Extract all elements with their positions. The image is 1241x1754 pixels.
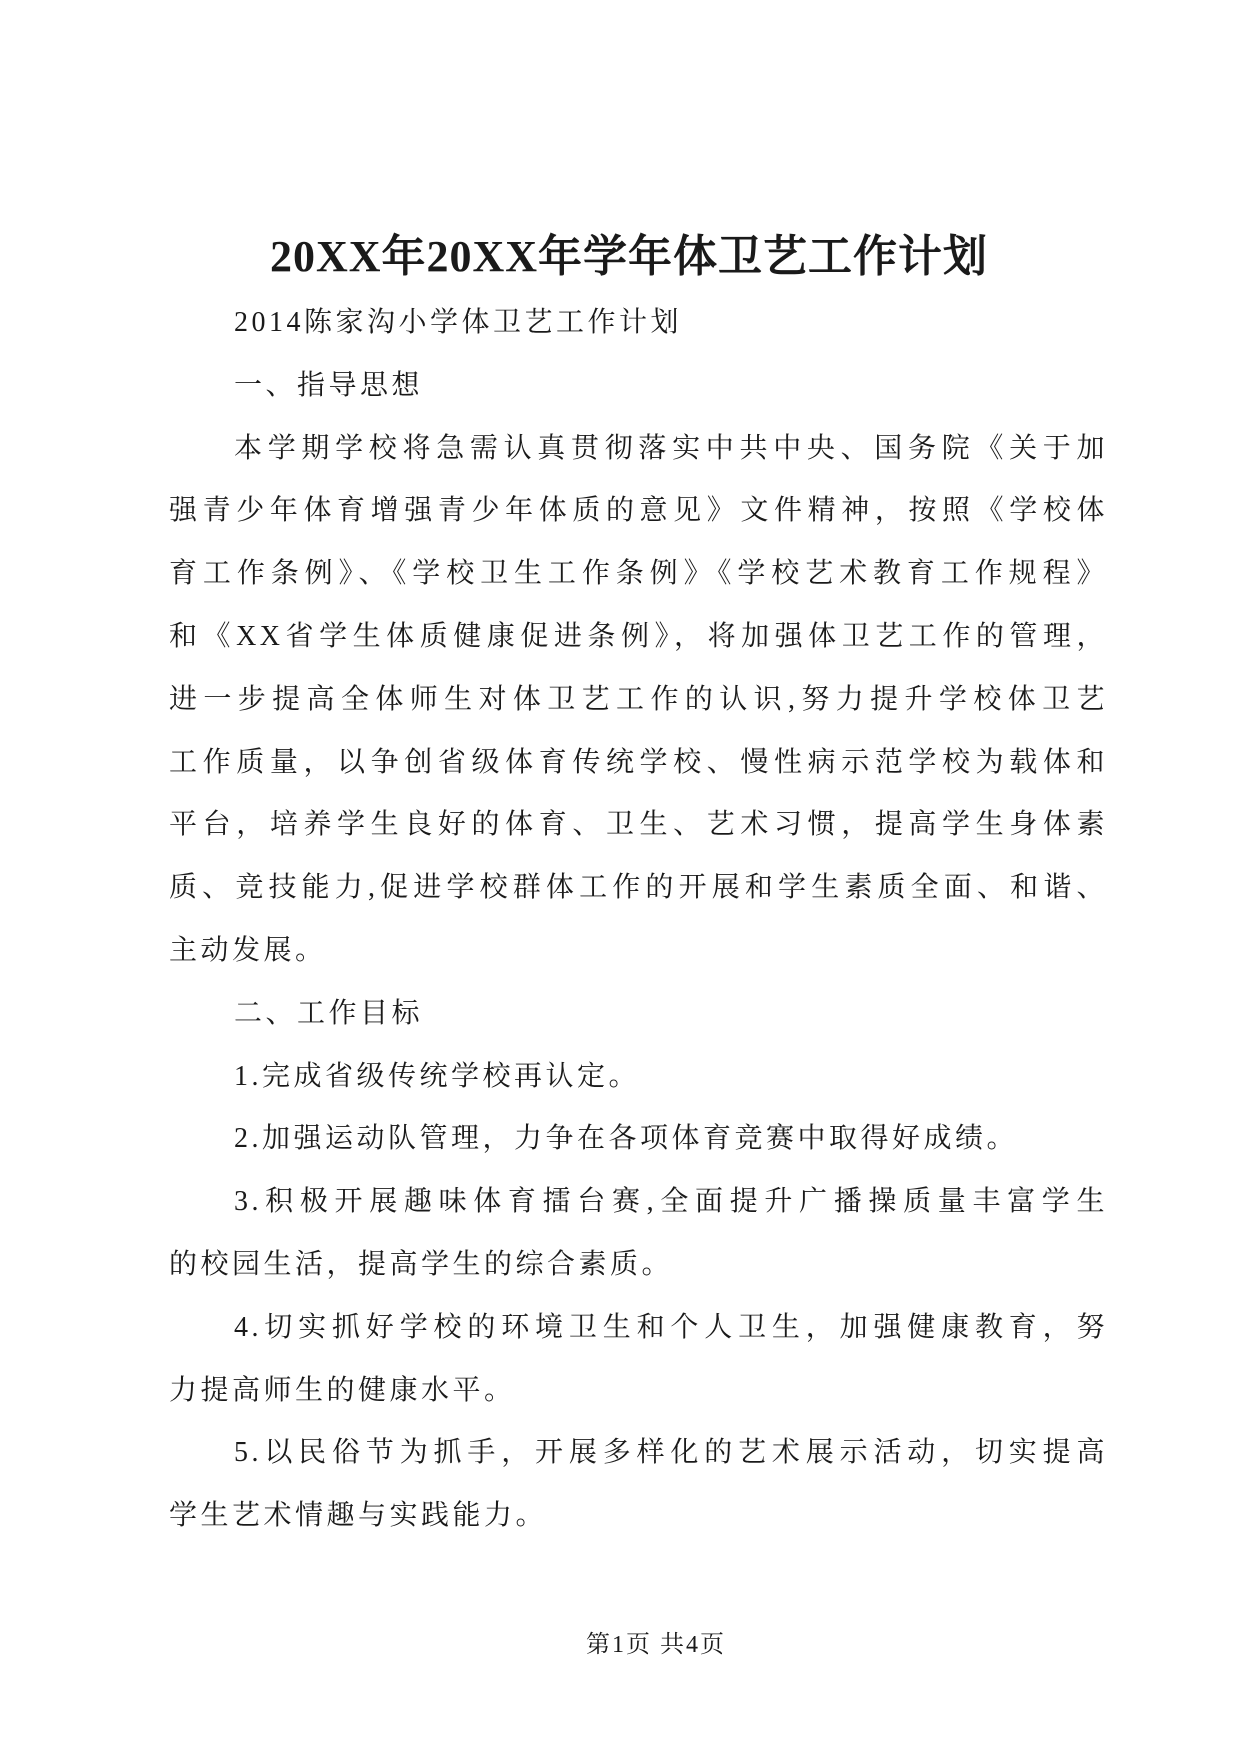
goal-item-2 bbox=[169, 1108, 1108, 1171]
document-body bbox=[169, 292, 1108, 1548]
text-line: 的校园生活，提高学生的综合素质。 bbox=[169, 1248, 674, 1280]
goal-item-3 bbox=[169, 1171, 1108, 1297]
text-line: 平台，培养学生良好的体育、卫生、艺术习惯，提高学生身体素 bbox=[169, 809, 1108, 841]
document-title: 20XX年20XX年学年体卫艺工作计划 bbox=[269, 232, 989, 281]
text-line: 和《XX省学生体质健康促进条例》，将加强体卫艺工作的管理， bbox=[169, 620, 1108, 652]
subtitle-line: 2014陈家沟小学体卫艺工作计划 bbox=[234, 307, 683, 338]
paragraph-guiding-ideology bbox=[169, 418, 1108, 983]
goal-item-5 bbox=[169, 1422, 1108, 1548]
text-line: 本学期学校将急需认真贯彻落实中共中央、国务院《关于加 bbox=[234, 432, 1108, 464]
text-line: 工作质量，以争创省级体育传统学校、慢性病示范学校为载体和 bbox=[169, 746, 1108, 778]
page-number-footer: 第1页 共4页 bbox=[586, 1632, 726, 1658]
text-line: 育工作条例》、《学校卫生工作条例》《学校艺术教育工作规程》 bbox=[169, 558, 1108, 590]
text-line: 2.加强运动队管理，力争在各项体育竞赛中取得好成绩。 bbox=[234, 1123, 1019, 1155]
text-line: 力提高师生的健康水平。 bbox=[169, 1374, 516, 1406]
section-heading-work-goals: 二、工作目标 bbox=[234, 997, 424, 1029]
text-line: 3.积极开展趣味体育擂台赛,全面提升广播操质量丰富学生 bbox=[234, 1186, 1108, 1218]
text-line: 进一步提高全体师生对体卫艺工作的认识,努力提升学校体卫艺 bbox=[169, 683, 1108, 715]
goal-item-1 bbox=[169, 1046, 1108, 1109]
text-line: 1.完成省级传统学校再认定。 bbox=[234, 1060, 641, 1092]
text-line: 4.切实抓好学校的环境卫生和个人卫生，加强健康教育，努 bbox=[234, 1311, 1108, 1343]
text-line: 学生艺术情趣与实践能力。 bbox=[169, 1500, 548, 1532]
text-line: 质、竞技能力,促进学校群体工作的开展和学生素质全面、和谐、 bbox=[169, 872, 1108, 904]
text-line: 强青少年体育增强青少年体质的意见》文件精神，按照《学校体 bbox=[169, 495, 1108, 527]
text-line: 主动发展。 bbox=[169, 934, 327, 966]
text-line: 5.以民俗节为抓手，开展多样化的艺术展示活动，切实提高 bbox=[234, 1437, 1108, 1469]
section-heading-guiding-ideology: 一、指导思想 bbox=[234, 369, 424, 401]
goal-item-4 bbox=[169, 1297, 1108, 1423]
